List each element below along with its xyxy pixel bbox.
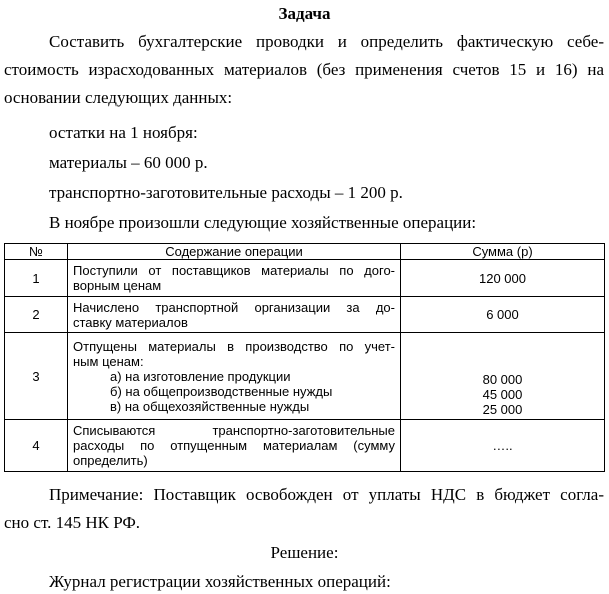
row-amount: 6 000 [401, 297, 605, 333]
row-text-line: определить) [73, 453, 148, 468]
row-sub-item: а) на изготовление продукции [110, 368, 291, 384]
intro-line-2: стоимость израсходованных материалов (без применения счетов 15 и 16) на [4, 60, 604, 79]
row-content [68, 333, 401, 420]
operations-table [4, 243, 605, 472]
row-amount: 80 000 [482, 372, 523, 387]
solution-heading: Решение: [270, 543, 339, 562]
row-amount: ….. [401, 420, 605, 472]
row-amount-group [401, 333, 605, 420]
balances-heading: остатки на 1 ноября: [49, 123, 198, 142]
row-number: 3 [5, 333, 68, 420]
row-text-line: Отпущены материалы в производство по учет- [73, 338, 395, 354]
row-amount: 25 000 [482, 402, 523, 417]
note-line-1: Примечание: Поставщик освобожден от уплаты НДС в бюджет согла- [49, 485, 604, 504]
table-header-row [5, 244, 605, 260]
header-content: Содержание операции [68, 244, 401, 260]
operations-intro: В ноябре произошли следующие хозяйственные операции: [49, 213, 477, 232]
header-amount: Сумма (р) [401, 244, 605, 260]
balance-transport: транспортно-заготовительные расходы – 1 200 р. [49, 183, 403, 202]
header-number: № [5, 244, 68, 260]
row-number: 1 [5, 260, 68, 297]
row-content [68, 297, 401, 333]
task-title: Задача [278, 4, 331, 23]
row-text-line: расходы по отпущенным материалам (сумму [73, 438, 395, 453]
balance-materials: материалы – 60 000 р. [49, 153, 208, 172]
journal-heading: Журнал регистрации хозяйственных операций: [49, 572, 391, 591]
row-number: 2 [5, 297, 68, 333]
row-content [68, 260, 401, 297]
row-sub-item: в) на общехозяйственные нужды [110, 398, 310, 414]
row-amount: 120 000 [401, 260, 605, 297]
table-row [5, 333, 605, 420]
row-text-line: ворным ценам [73, 278, 162, 293]
note-line-2: сно ст. 145 НК РФ. [4, 513, 141, 532]
row-text-line: ставку материалов [73, 314, 188, 330]
row-sub-item: б) на общепроизводственные нужды [110, 383, 333, 399]
row-text-line: Списываются транспортно-заготовительные [73, 423, 395, 438]
intro-line-3: основании следующих данных: [4, 88, 233, 107]
row-content [68, 420, 401, 472]
row-text-line: Поступили от поставщиков материалы по дого- [73, 263, 395, 278]
row-amount: 45 000 [482, 387, 523, 402]
row-text-line: Начислено транспортной организации за до- [73, 299, 395, 315]
table-row [5, 297, 605, 333]
intro-line-1: Составить бухгалтерские проводки и определить фактическую себе- [49, 32, 604, 51]
row-number: 4 [5, 420, 68, 472]
table-row [5, 260, 605, 297]
table-row [5, 420, 605, 472]
row-text-line: ным ценам: [73, 353, 144, 369]
